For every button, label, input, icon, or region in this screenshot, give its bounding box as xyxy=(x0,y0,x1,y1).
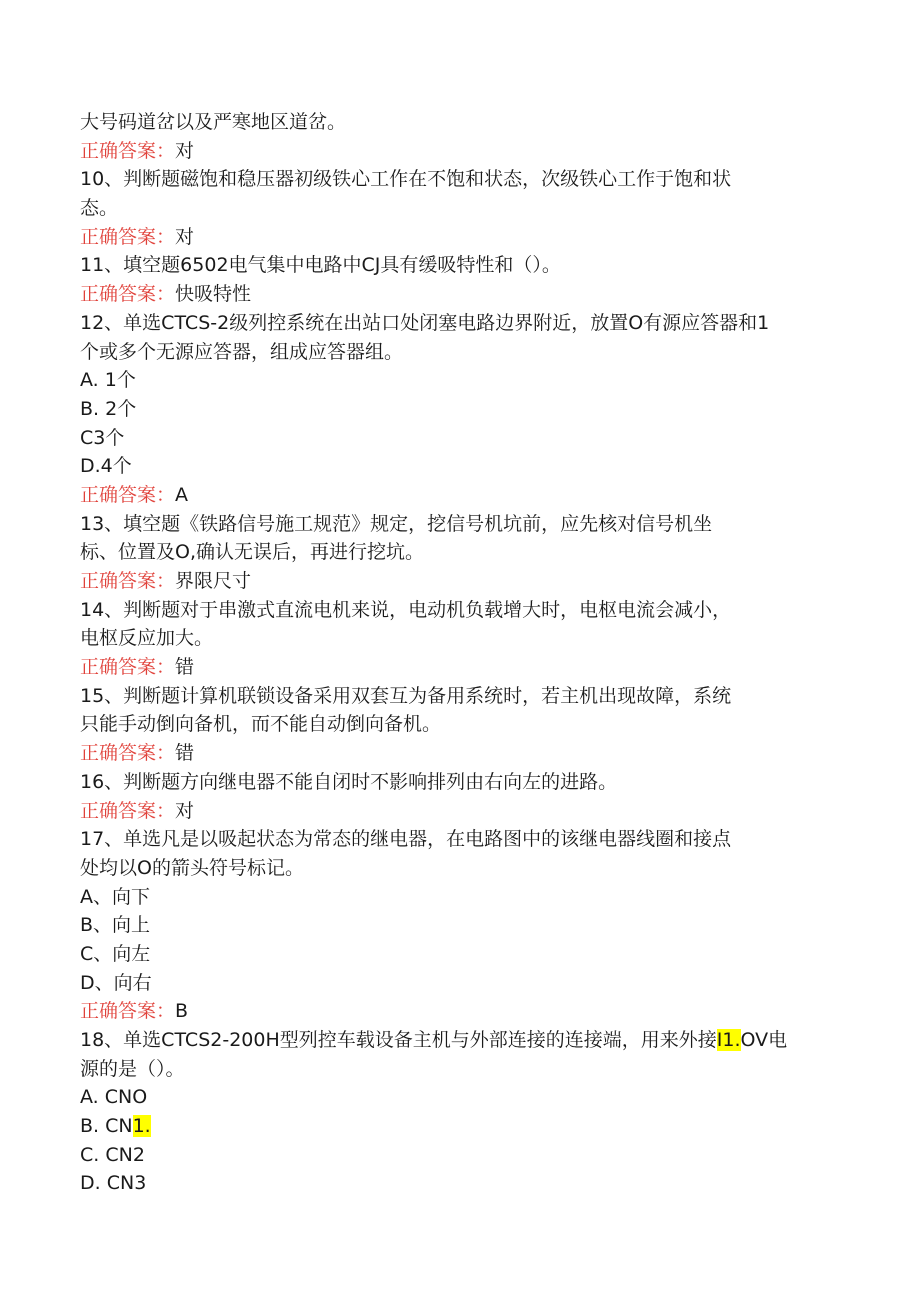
highlighted-text: 1. xyxy=(132,1115,151,1138)
option-item: D. CN3 xyxy=(80,1172,147,1195)
question-text-line: 只能手动倒向备机，而不能自动倒向备机。 xyxy=(80,713,442,736)
option-item: A、向下 xyxy=(80,885,150,908)
answer-value: 界限尺寸 xyxy=(175,570,252,592)
question-text-line: 电枢反应加大。 xyxy=(80,627,214,650)
answer-value: 对 xyxy=(175,139,195,162)
option-item: B、向上 xyxy=(80,914,151,937)
answer-label: 正确答案： xyxy=(80,139,176,162)
option-item: C3个 xyxy=(80,426,125,449)
option-item: C. CN2 xyxy=(80,1143,145,1166)
option-item: D.4个 xyxy=(80,455,132,478)
question-text-line: 10、判断题磁饱和稳压器初级铁心工作在不饱和状态，次级铁心工作于饱和状 xyxy=(80,168,732,191)
answer-line xyxy=(80,739,840,768)
answer-value: 错 xyxy=(175,656,195,679)
question-text-line: 17、单选凡是以吸起状态为常态的继电器，在电路图中的该继电器线圈和接点 xyxy=(80,828,732,851)
answer-value: 快吸特性 xyxy=(175,283,252,306)
answer-value: 错 xyxy=(175,742,195,765)
answer-label: 正确答案： xyxy=(80,742,176,765)
answer-value: A xyxy=(175,483,189,506)
question-text-line: 11、填空题6502电气集中电路中CJ具有缓吸特性和（）。 xyxy=(80,254,561,277)
question-text-line: 16、判断题方向继电器不能自闭时不影响排列由右向左的进路。 xyxy=(80,770,618,793)
option-item: D、向右 xyxy=(80,971,152,994)
option-item: B. 2个 xyxy=(80,397,137,420)
answer-label: 正确答案： xyxy=(80,1000,176,1023)
answer-label: 正确答案： xyxy=(80,570,176,592)
question-text-line: 大号码道岔以及严寒地区道岔。 xyxy=(80,111,347,133)
answer-value: 对 xyxy=(175,225,195,248)
question-text-line: 个或多个无源应答器，组成应答器组。 xyxy=(80,340,404,363)
answer-line xyxy=(80,653,840,682)
answer-label: 正确答案： xyxy=(80,799,176,822)
answer-line xyxy=(80,567,840,596)
answer-value: 对 xyxy=(175,799,195,822)
answer-line xyxy=(80,997,840,1026)
question-text-line: 15、判断题计算机联锁设备采用双套互为备用系统时，若主机出现故障，系统 xyxy=(80,684,732,707)
question-text-line xyxy=(80,1026,840,1055)
answer-line xyxy=(80,137,840,166)
answer-label: 正确答案： xyxy=(80,283,176,306)
question-text: 18、单选CTCS2-200H型列控车载设备主机与外部连接的连接端，用来外接 xyxy=(80,1029,717,1051)
answer-line xyxy=(80,280,840,309)
option-item: C、向左 xyxy=(80,942,151,965)
question-text: OV电 xyxy=(740,1029,788,1051)
question-text-line: 处均以O的箭头符号标记。 xyxy=(80,856,304,879)
answer-label: 正确答案： xyxy=(80,483,176,506)
answer-label: 正确答案： xyxy=(80,656,176,679)
option-item: A. CNO xyxy=(80,1086,148,1109)
question-text-line: 源的是（）。 xyxy=(80,1057,185,1080)
option-item: A. 1个 xyxy=(80,369,136,392)
answer-line xyxy=(80,223,840,252)
answer-line xyxy=(80,797,840,826)
question-text-line: 13、填空题《铁路信号施工规范》规定，挖信号机坑前，应先核对信号机坐 xyxy=(80,512,713,535)
question-text-line: 态。 xyxy=(80,197,119,220)
answer-label: 正确答案： xyxy=(80,225,176,248)
question-text-line: 14、判断题对于串激式直流电机来说，电动机负载增大时，电枢电流会减小， xyxy=(80,598,732,621)
answer-line xyxy=(80,481,840,510)
option-item xyxy=(80,1112,840,1141)
option-text: B. CN xyxy=(80,1115,133,1138)
highlighted-text: I1. xyxy=(716,1029,741,1051)
question-list xyxy=(80,108,840,1198)
answer-value: B xyxy=(175,1000,189,1023)
question-text-line: 12、单选CTCS-2级列控系统在出站口处闭塞电路边界附近，放置O有源应答器和1 xyxy=(80,311,770,334)
question-text-line: 标、位置及O,确认无误后，再进行挖坑。 xyxy=(80,541,424,564)
